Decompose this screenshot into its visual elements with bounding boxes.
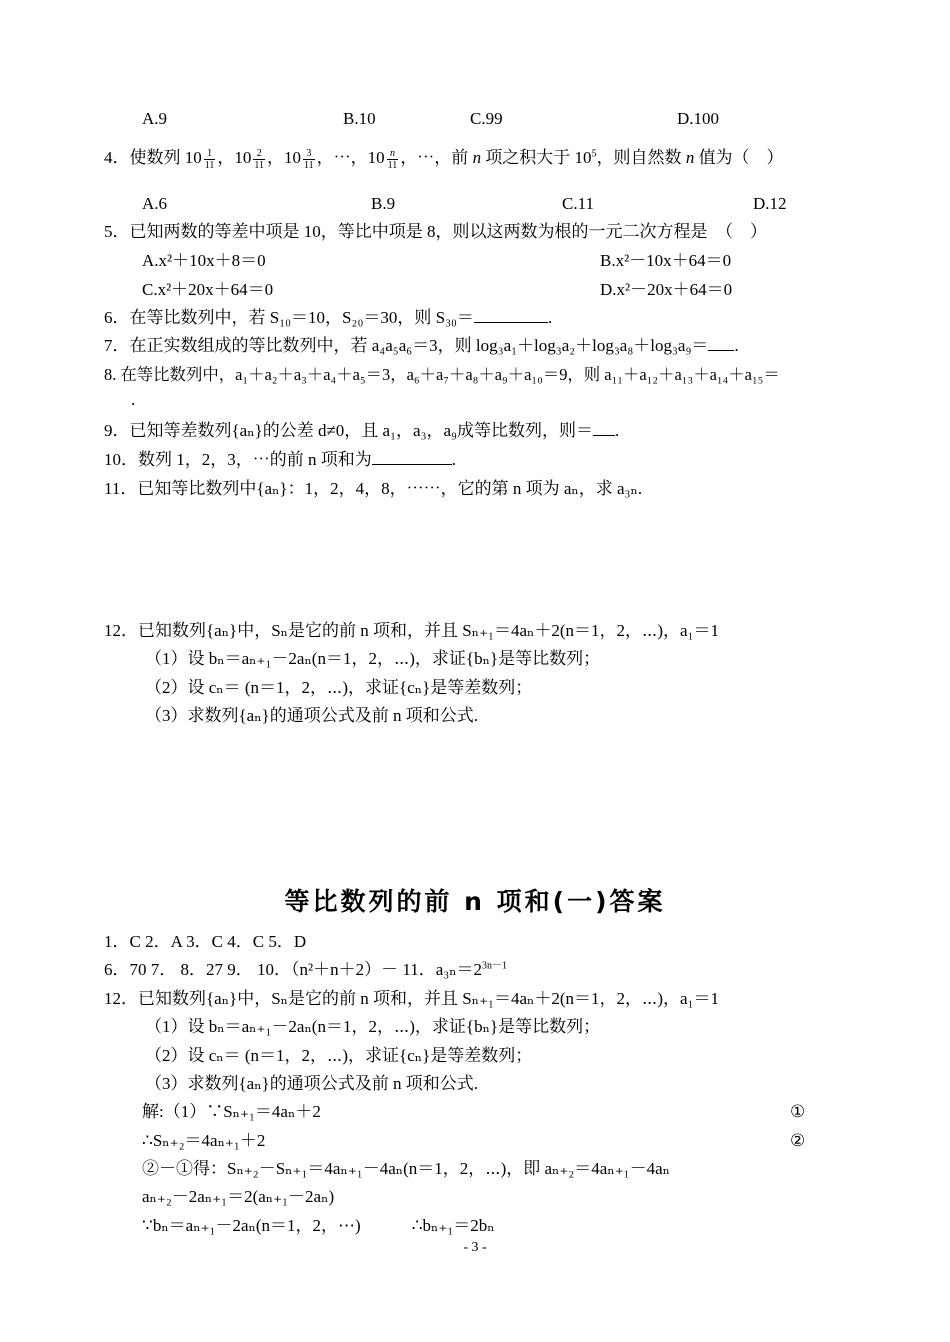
solution-line-1: 解:（1）∵Sₙ₊₁＝4aₙ＋2 — [142, 1102, 321, 1121]
q5-option-a: A.x²＋10x＋8＝0 — [142, 251, 266, 270]
question-4: 4．使数列 10 $\frac{1}{11}$ ，10 $\frac{2}{11}$ ，10 $\frac{3}{11}$ ，⋯，10 $\frac{n}{11}$ ，⋯，前 n 项之积大于 $10^5$，则自然数 n 值为（ ） — [104, 147, 784, 171]
question-8-dot: . — [131, 390, 136, 409]
answers-title: 等比数列的前 n 项和(一)答案 — [284, 887, 666, 916]
page-number: - 3 - — [463, 1240, 487, 1255]
question-7: 7．在正实数组成的等比数列中，若 a₄a₅a₆＝3，则 log₃a₁＋log₃a₂＋log₃a₈＋log₃a₉＝ . — [104, 336, 739, 355]
q3-option-a: A.9 — [142, 109, 168, 128]
answers-q12-part-2: （2）设 cₙ＝ (n＝1，2，⋯)，求证{cₙ}是等差数列； — [145, 1046, 533, 1065]
question-6: 6．在等比数列中，若 S₁₀＝10，S₂₀＝30，则 S₃₀＝ . — [104, 308, 553, 327]
q4-number: 4． — [104, 148, 130, 167]
answers-q12-part-3: （3）求数列{aₙ}的通项公式及前 n 项和公式. — [145, 1074, 478, 1093]
q4-option-b: B.9 — [371, 194, 396, 213]
q5-option-b: B.x²－10x＋64＝0 — [600, 251, 732, 270]
answers-line-2: 6．70 7． 8．27 9． 10．（n²＋n＋2）－ 11．$a_{3n}=2^{3n-1}$ — [104, 960, 508, 979]
solution-line-3: ②－①得：Sₙ₊₂－Sₙ₊₁＝4aₙ₊₁－4aₙ(n＝1，2，⋯)，即 aₙ₊₂＝4aₙ₊₁－4aₙ — [142, 1159, 670, 1178]
answers-line-1: 1．C 2．A 3．C 4．C 5．D — [104, 932, 307, 951]
q3-option-c: C.99 — [470, 109, 503, 128]
q4-text-a: 使数列 10 — [129, 148, 202, 167]
q4-fraction-3: $\frac{3}{11}$ — [304, 147, 314, 171]
equation-mark-1: ① — [790, 1102, 806, 1121]
q4-text-b: ，⋯，前 — [400, 148, 469, 167]
q5-option-d: D.x²－20x＋64＝0 — [600, 280, 733, 299]
q4-sep-3: ，⋯，10 — [316, 148, 385, 167]
q3-option-b: B.10 — [343, 109, 376, 128]
solution-line-5: ∵bₙ＝aₙ₊₁－2aₙ(n＝1，2，⋯) ∴bₙ₊₁＝2bₙ — [142, 1216, 495, 1235]
q4-option-d: D.12 — [753, 194, 787, 213]
q4-sep-1: ，10 — [217, 148, 252, 167]
q4-fraction-1: $\frac{1}{11}$ — [204, 147, 215, 171]
solution-line-2: ∴Sₙ₊₂＝4aₙ₊₁＋2 — [142, 1131, 266, 1150]
q4-option-a: A.6 — [142, 194, 168, 213]
q12-part-3: （3）求数列{aₙ}的通项公式及前 n 项和公式. — [145, 706, 478, 725]
question-11: 11．已知等比数列中{aₙ}：1，2，4，8，⋯⋯，它的第 n 项为 aₙ，求 a₃ₙ. — [104, 479, 643, 498]
q4-text-d: ，则自然数 — [596, 148, 682, 167]
q4-sep-2: ，10 — [267, 148, 302, 167]
q12-part-1: （1）设 bₙ＝aₙ₊₁－2aₙ(n＝1，2，⋯)，求证{bₙ}是等比数列； — [145, 649, 601, 668]
q4-fraction-n: $\frac{n}{11}$ — [387, 147, 398, 171]
question-5: 5．已知两数的等差中项是 10，等比中项是 8，则以这两数为根的一元二次方程是 （ ） — [104, 222, 767, 241]
question-8: 8. 在等比数列中，a₁＋a₂＋a₃＋a₄＋a₅＝3，a₆＋a₇＋a₈＋a₉＋a₁₀＝9，则 a₁₁＋a₁₂＋a₁₃＋a₁₄＋a₁₅＝ — [104, 365, 780, 384]
question-9: 9．已知等差数列{aₙ}的公差 d≠0，且 a₁，a₃，a₉成等比数列，则＝ . — [104, 421, 620, 440]
q4-text-c: 项之积大于 10 — [485, 148, 592, 167]
equation-mark-2: ② — [790, 1131, 806, 1150]
q5-option-c: C.x²＋20x＋64＝0 — [142, 280, 274, 299]
question-12: 12．已知数列{aₙ}中，Sₙ是它的前 n 项和，并且 Sₙ₊₁＝4aₙ＋2(n＝1，2，⋯)，a₁＝1 — [104, 621, 719, 640]
question-10: 10．数列 1，2，3，⋯的前 n 项和为 . — [104, 450, 456, 469]
q4-fraction-2: $\frac{2}{11}$ — [254, 147, 265, 171]
q4-exponent: 5 — [591, 148, 597, 160]
q12-part-2: （2）设 cₙ＝ (n＝1，2，⋯)，求证{cₙ}是等差数列； — [145, 678, 533, 697]
answers-q12-part-1: （1）设 bₙ＝aₙ₊₁－2aₙ(n＝1，2，⋯)，求证{bₙ}是等比数列； — [145, 1017, 601, 1036]
q3-option-d: D.100 — [677, 109, 720, 128]
q4-text-e: 值为（ ） — [698, 148, 784, 167]
solution-line-4: aₙ₊₂－2aₙ₊₁＝2(aₙ₊₁－2aₙ) — [142, 1187, 335, 1206]
answers-q12: 12．已知数列{aₙ}中，Sₙ是它的前 n 项和，并且 Sₙ₊₁＝4aₙ＋2(n＝1，2，⋯)，a₁＝1 — [104, 989, 719, 1008]
q4-option-c: C.11 — [562, 194, 594, 213]
